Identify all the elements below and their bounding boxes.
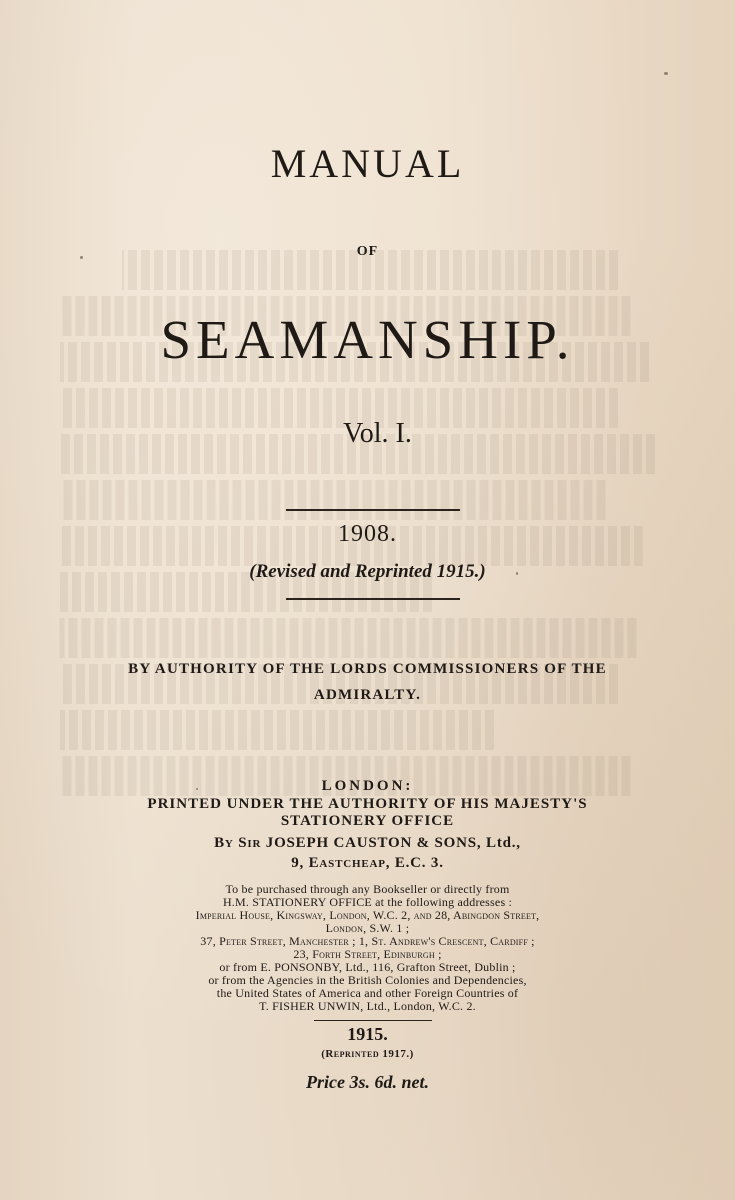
paper-speck	[516, 572, 518, 575]
imprint-printed-line-2: STATIONERY OFFICE	[280, 813, 455, 829]
divider-footer	[314, 1020, 432, 1021]
volume-number: Vol. I.	[343, 418, 412, 449]
purchase-line: H.M. STATIONERY OFFICE at the following addresses :	[222, 895, 513, 909]
purchase-line: the United States of America and other Foreign Countries of	[216, 986, 519, 1000]
purchase-info	[0, 883, 735, 1013]
purchase-line: or from the Agencies in the British Colonies and Dependencies,	[208, 973, 527, 987]
reprint-note: (Reprinted 1917.)	[321, 1048, 414, 1060]
paper-speck	[664, 72, 668, 75]
purchase-line: 23, Forth Street, Edinburgh ;	[293, 947, 442, 961]
edition-year: 1908.	[338, 521, 397, 547]
purchase-line: T. FISHER UNWIN, Ltd., London, W.C. 2.	[259, 999, 476, 1013]
purchase-line: To be purchased through any Bookseller or directly from	[225, 882, 510, 896]
price: Price 3s. 6d. net.	[306, 1072, 429, 1092]
title-manual: MANUAL	[270, 141, 465, 186]
title-of: OF	[356, 244, 379, 259]
imprint-by: By Sir	[214, 835, 262, 851]
paper-speck	[80, 256, 83, 259]
authority-line-2: ADMIRALTY.	[313, 687, 422, 703]
authority-line-1: BY AUTHORITY OF THE LORDS COMMISSIONERS OF THE	[128, 661, 607, 677]
imprint-printer	[0, 833, 735, 873]
purchase-line: 37, Peter Street, Manchester ; 1, St. Andrew's Crescent, Cardiff ;	[200, 934, 535, 948]
paper-speck	[196, 788, 198, 790]
imprint-london: LONDON:	[321, 778, 414, 794]
divider-top	[286, 509, 460, 511]
imprint-printer-name: JOSEPH CAUSTON & SONS, Ltd.,	[265, 835, 521, 851]
revised-note: (Revised and Reprinted 1915.)	[249, 561, 486, 582]
printing-year: 1915.	[347, 1024, 388, 1044]
purchase-line: or from E. PONSONBY, Ltd., 116, Grafton Street, Dublin ;	[219, 960, 516, 974]
imprint-printed	[0, 796, 735, 830]
imprint-address: 9, Eastcheap, E.C. 3.	[291, 855, 444, 871]
title-seamanship: SEAMANSHIP.	[160, 309, 575, 370]
divider-bottom	[286, 598, 460, 600]
purchase-line: Imperial House, Kingsway, London, W.C. 2, and 28, Abingdon Street,	[195, 908, 540, 922]
purchase-line: London, S.W. 1 ;	[325, 921, 410, 935]
authority-statement	[0, 656, 735, 708]
imprint-printed-line-1: PRINTED UNDER THE AUTHORITY OF HIS MAJESTY'S	[147, 796, 588, 812]
